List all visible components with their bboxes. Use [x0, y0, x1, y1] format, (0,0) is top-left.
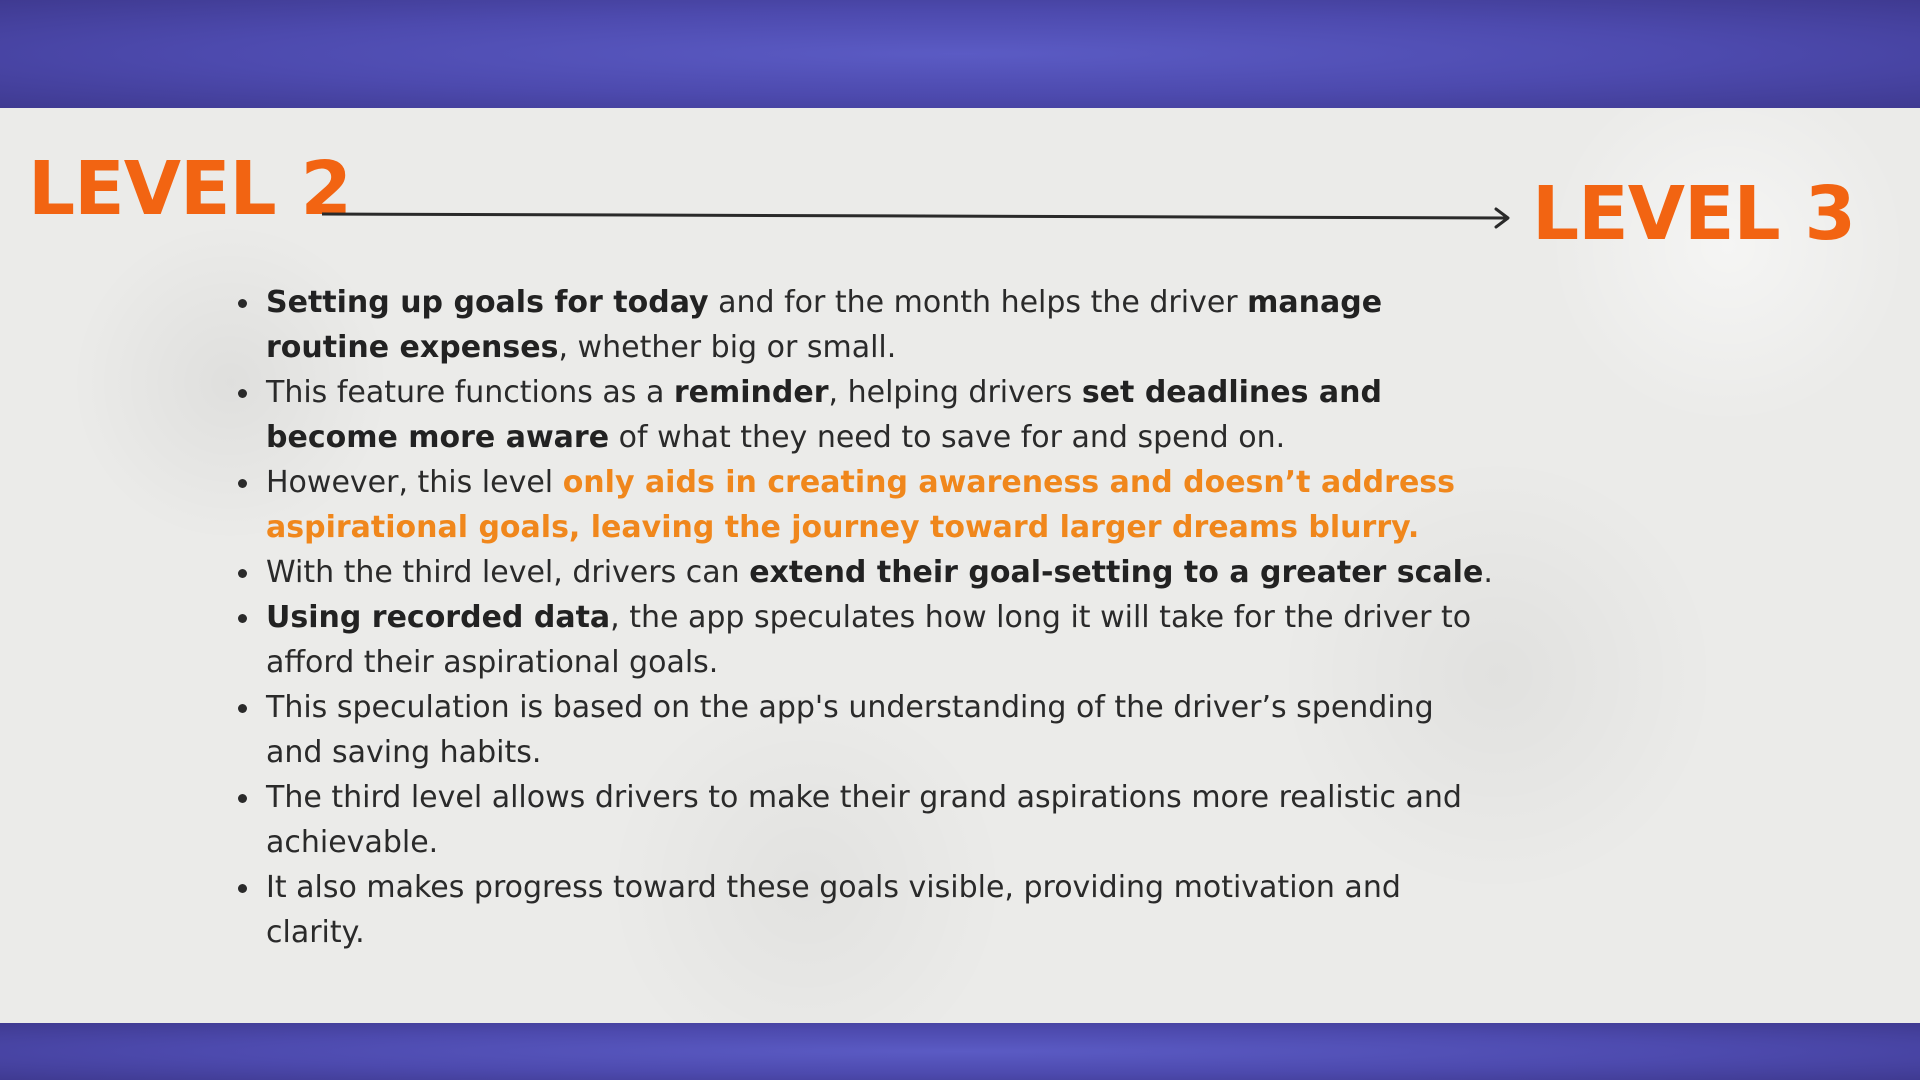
bullet-item	[234, 460, 1494, 550]
bullet-item	[234, 685, 1494, 775]
bullet-text: This speculation is based on the app's understanding of the driver’s spending and saving habits.	[266, 690, 1434, 770]
bullet-item	[234, 775, 1494, 865]
bullet-item	[234, 865, 1494, 955]
bullet-text: It also makes progress toward these goals visible, providing motivation and clarity.	[266, 870, 1401, 950]
bullet-bold-text: manage routine expenses	[266, 285, 1383, 365]
bullet-text: and for the month helps the driver	[708, 285, 1248, 320]
bullet-text: , helping drivers	[828, 375, 1082, 410]
bullet-bold-text: Using recorded data	[266, 600, 611, 635]
bottom-banner	[0, 1023, 1920, 1080]
bullet-text: However, this level	[266, 465, 563, 500]
level-2-title: LEVEL 2	[28, 146, 351, 232]
bullet-text: .	[1483, 555, 1493, 590]
bullet-bold-text: extend their goal-setting to a greater scale	[749, 555, 1484, 590]
top-banner	[0, 0, 1920, 108]
bullet-text: , the app speculates how long it will take for the driver to afford their aspirational goals.	[266, 600, 1472, 680]
right-arrow-icon	[322, 204, 1516, 232]
bullet-bold-text: reminder	[673, 375, 829, 410]
bullet-item	[234, 550, 1494, 595]
bullet-item	[234, 370, 1494, 460]
bullet-text: , whether big or small.	[558, 330, 897, 365]
bullet-bold-text: set deadlines and become more aware	[266, 375, 1383, 455]
bullet-item	[234, 280, 1494, 370]
bullet-bold-text: Setting up goals for today	[266, 285, 709, 320]
bullet-item	[234, 595, 1494, 685]
bullet-text: This feature functions as a	[266, 375, 674, 410]
bullet-text: With the third level, drivers can	[266, 555, 750, 590]
level-3-title: LEVEL 3	[1532, 171, 1855, 257]
bullet-text: of what they need to save for and spend on.	[609, 420, 1286, 455]
bullet-text: The third level allows drivers to make their grand aspirations more realistic and achievable.	[266, 780, 1462, 860]
bullet-highlight-text: only aids in creating awareness and doesn’t address aspirational goals, leaving the journey toward larger dreams blurry.	[266, 465, 1455, 545]
bullet-list	[234, 280, 1494, 955]
